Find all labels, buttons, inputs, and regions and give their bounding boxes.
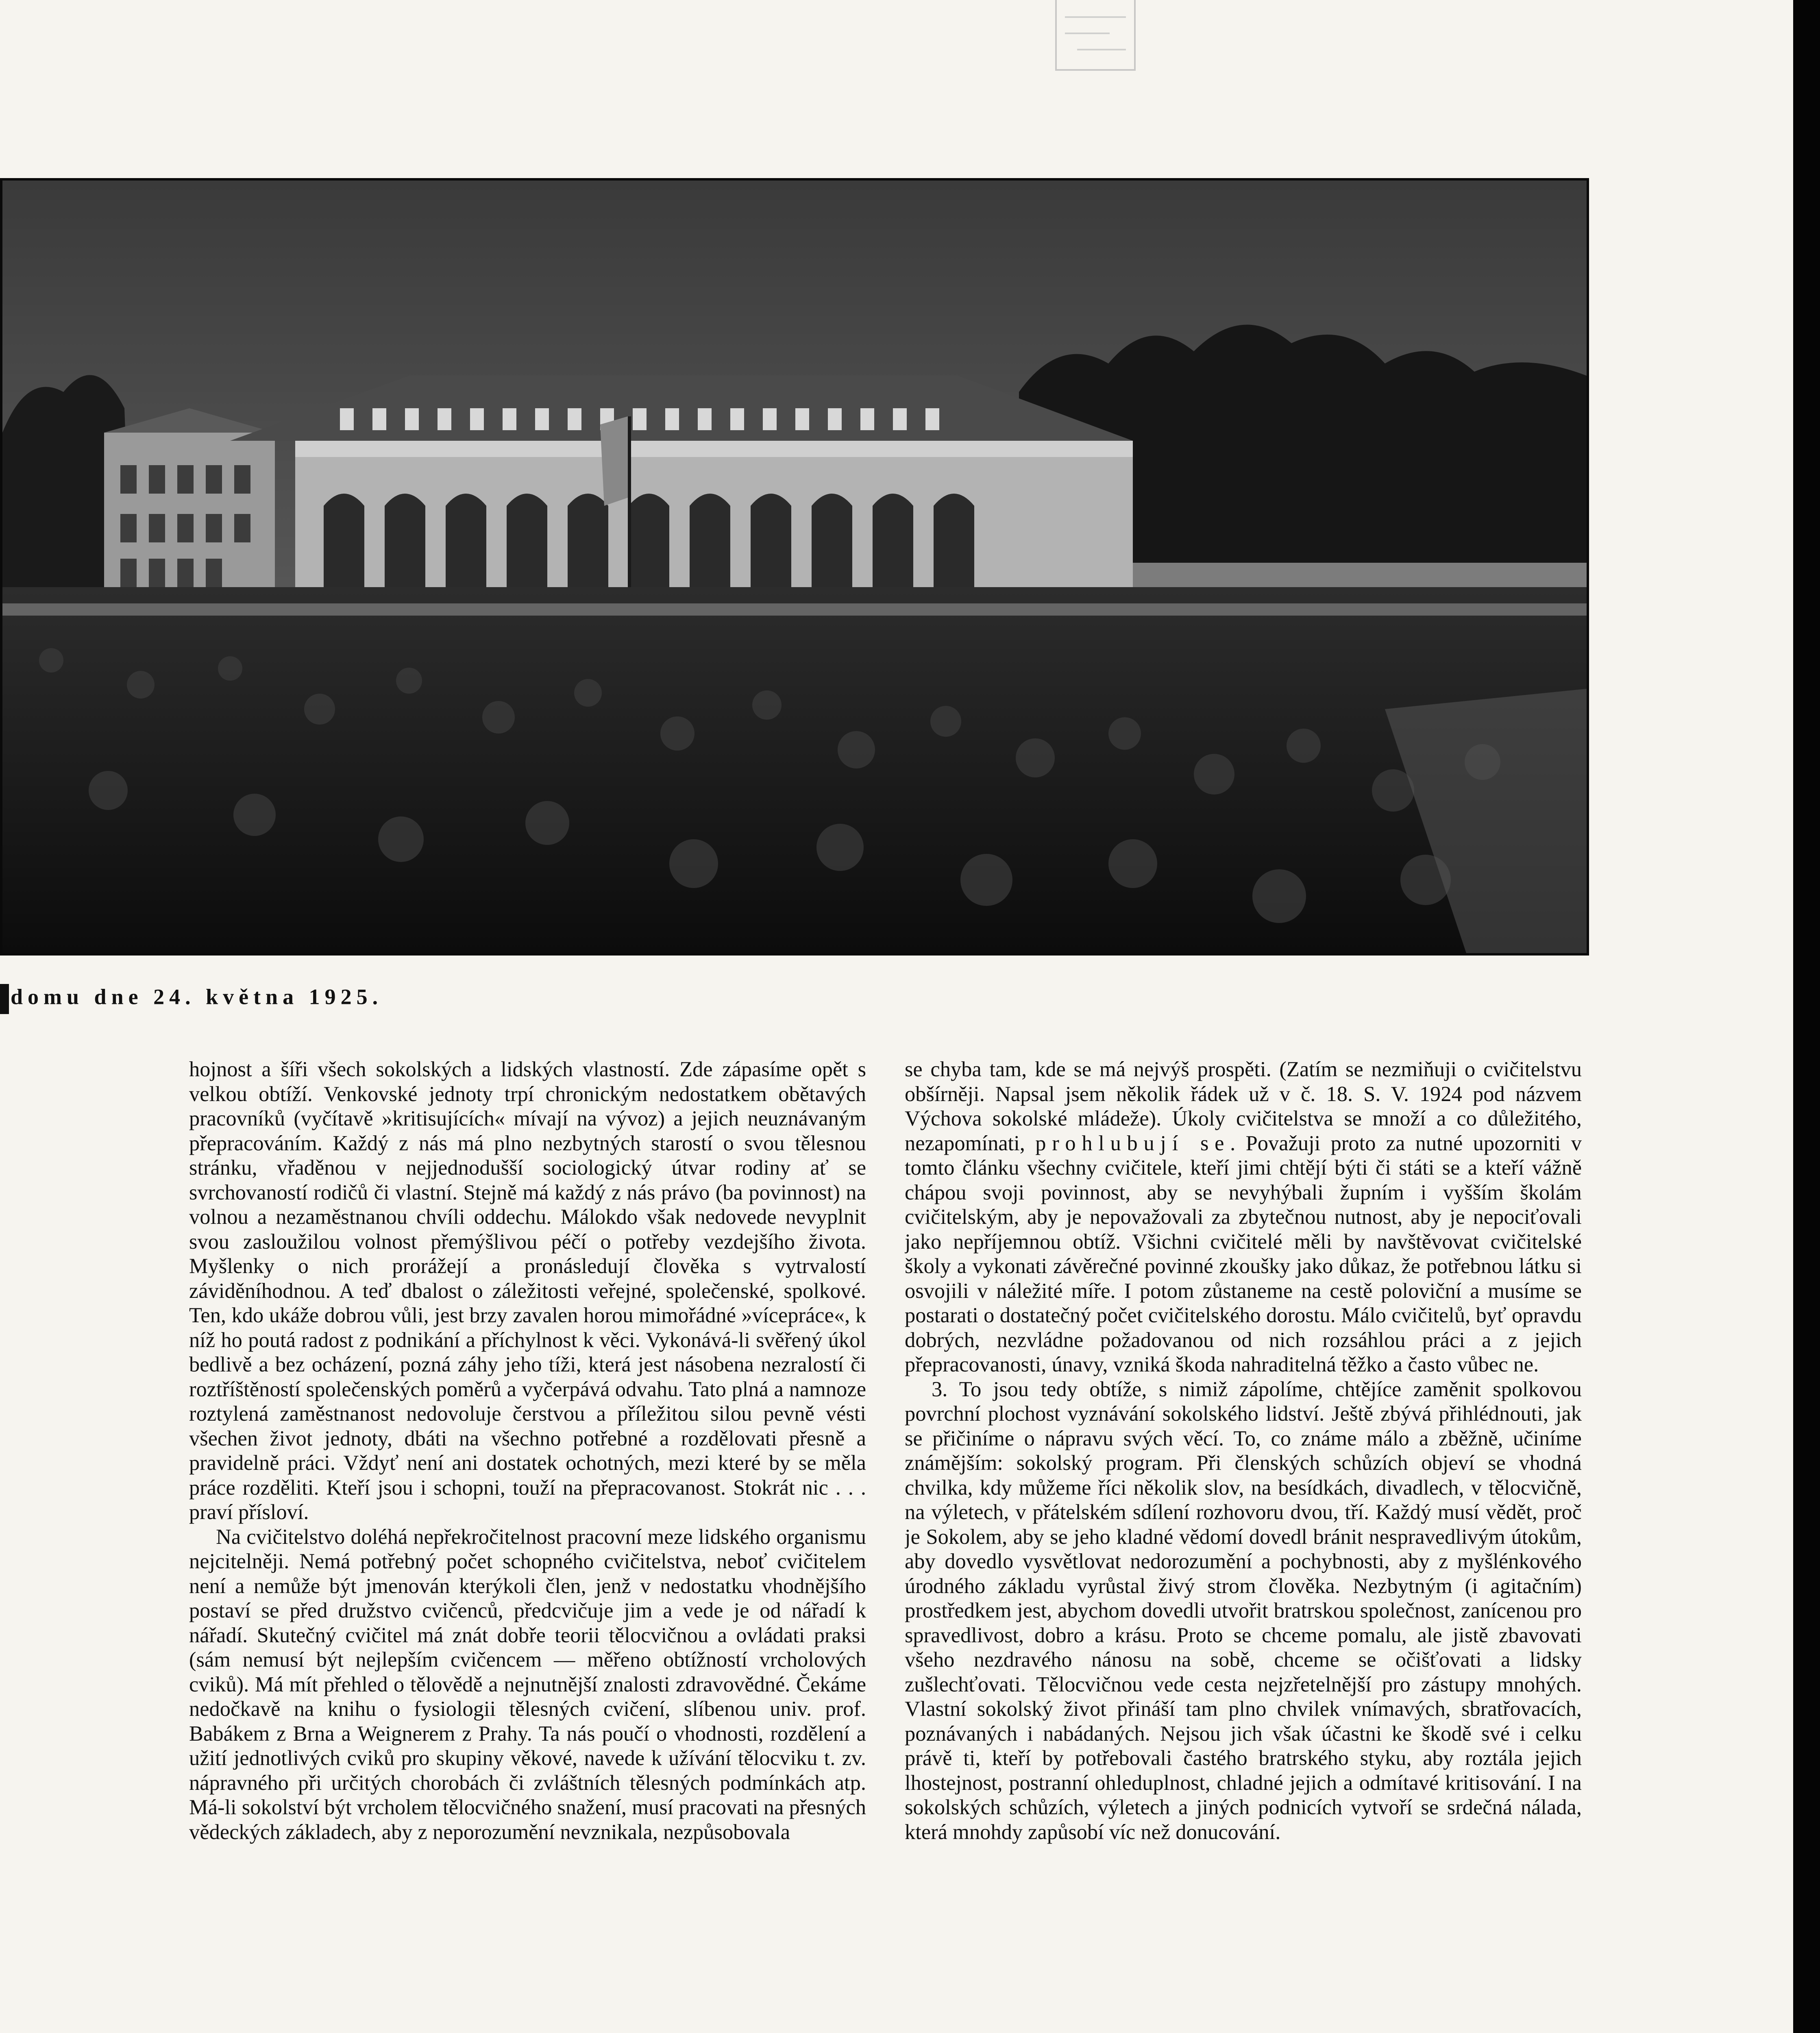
left-paragraph-2: Na cvičitelstvo doléhá nepřekročitelnost pracovní meze lidského organismu nejcitelněji. Nemá potřebný počet schopného cvičitelstva, neboť cvičitelem není a nemůže být jmenován kterýkoli člen, jenž v nedostatku vhodnějšího postaví se před družstvo cvičenců, předcvičuje jim a vede je od nářadí k nářadí. Skutečný cvičitel má znát dobře teorii tělocvičnou a ovládati praksi (sám nemusí být nejlepším cvičencem — měřeno obtížností vrcholových cviků). Má mít přehled o tělovědě a nejnutnější znalosti zdravovědné. Čekáme nedočkavě na knihu o fysiologii tělesných cvičení, slíbenou univ. prof. Babákem z Brna a Weignerem z Prahy. Ta nás poučí o vhodnosti, rozdělení a užití jednotlivých cviků pro skupiny věkové, navede k užívání tělocviku t. zv. nápravného při určitých chorobách či zvláštních tělesných podmínkách atp. Má-li sokolství být vrcholem tělocvičného snažení, musí pracovati na přesných vědeckých základech, aby z neporozumění nevznikala, nezpůsobovala xyxy=(189,1525,866,1844)
caption-edge-mark xyxy=(0,984,9,1014)
crowd-photograph xyxy=(0,178,1589,956)
right-text-column xyxy=(905,1057,1582,2025)
right-paragraph-1 xyxy=(905,1057,1582,1377)
photo-caption xyxy=(0,984,383,1021)
spaced-emphasis: prohlubují se xyxy=(1035,1131,1230,1155)
right-paragraph-1-start: se chyba tam, kde se má nejvýš prospěti. (Zatím se nezmiňuji o cvičitelstvu obšírněji. Napsal jsem několik řádek už v č. 18. S. V. 1924 pod názvem Výchova sokolské mládeže). Úkoly cvičitelstva se množí a co důležitého, nezapomínati, xyxy=(905,1058,1582,1155)
scan-edge xyxy=(1793,0,1820,2033)
photo-illustration xyxy=(2,181,1587,953)
right-paragraph-2: 3. To jsou tedy obtíže, s nimiž zápolíme, chtějíce zaměnit spolkovou povrchní plochost vyznávání sokolského lidství. Ještě zbývá přihlédnouti, jak se přičiníme o nápravu svých věcí. To, co známe málo a zběžně, učiníme známějším: sokolský program. Při členských schůzích objeví se vhodná chvilka, kdy můžeme říci několik slov, na besídkách, divadlech, v tělocvičně, na výletech, v přátelském sdílení rozhovoru dvou, tří. Každý musí vědět, proč je Sokolem, aby se jeho kladné vědomí dovedl bránit nespravedlivým útokům, aby dovedlo vysvětlovat nedorozumění a pochybnosti, aby z myšlénkového úrodného základu vyrůstal živý strom člověka. Nezbytným (i agitačním) prostředkem jest, abychom dovedli utvořit bratrskou společnost, zanícenou pro spravedlivost, dobro a krásu. Proto se chceme pomalu, ale jistě zbavovati všeho nezdravého nánosu na sobě, chceme se očišťovati a lidsky zušlechťovati. Tělocvičnou vede cesta nejzřetelnější pro zástupy mnohých. Vlastní sokolský život přináší tam plno chvilek vnímavých, sbratřovacích, poznávaných i nabádaných. Nejsou jich však účastni ke škodě své i celku právě ti, kteří by potřebovali častého bratrského styku, aby roztála jejich lhostejnost, postranní ohleduplnost, chladné jejich a odmítavé kritisování. I na sokolských schůzích, výletech a jiných podnicích vytvoří se srdečná nálada, která mnohdy zapůsobí víc než donucování. xyxy=(905,1377,1582,1844)
right-paragraph-1-end: . Považuji proto za nutné upozorniti v tomto článku všechny cvičitele, kteří jimi chtějí býti či státi se a kteří vážně chápou svoji povinnost, aby se nevyhýbali župním i vyšším školám cvičitelským, aby je nepovažovali za zbytečnou nutnost, aby je nepociťovali jako nepříjemnou obtíž. Všichni cvičitelé měli by navštěvovat cvičitelské školy a vykonati závěrečné povinné zkoušky jako důkaz, že potřebnou látku si osvojili v náležité míře. I potom zůstaneme na cestě poloviční a musíme se postarati o dostatečný počet cvičitelského dorostu. Málo cvičitelů, byť opravdu dobrých, nezvládne požadovanou od nich rozsáhlou práci a z jejich přepracovanosti, únavy, vzniká škoda nahraditelná těžko a často vůbec ne. xyxy=(905,1131,1582,1376)
left-paragraph-1: hojnost a šíři všech sokolských a lidských vlastností. Zde zápasíme opět s velkou obtíží. Venkovské jednoty trpí chronickým nedostatkem obětavých pracovníků (vyčítavě »kritisujících« mívají na vývoz) a jejich neuznávaným přepracováním. Každý z nás má plno nezbytných starostí o svou tělesnou stránku, vřaděnou v nejjednodušší sociologický útvar rodiny ať se svrchovaností rodičů či vlastní. Stejně má každý z nás právo (ba povinnost) na volnou a nezaměstnanou chvíli oddechu. Málokdo však nedovede nevyplnit svou zasloužilou volnost přemýšlivou péčí o potřeby vezdejšího života. Myšlenky o nich prorážejí a pronásledují člověka s vytrvalostí záviděníhodnou. A teď dbalost o záležitosti veřejné, společenské, spolkové. Ten, kdo ukáže dobrou vůli, jest brzy zavalen horou mimořádné »vícepráce«, k níž ho poutá radost z podnikání a příchylnost k věci. Vykonává-li svěřený úkol bedlivě a bez ocházení, pozná záhy jeho tíži, která jest násobena nezralostí či roztříštěností společenských poměrů a vyčerpává odvahu. Tato plná a namnoze roztylená zaměstnanost nedovoluje čerstvou a příležitou silou pevně vésti všechen život jednoty, dbáti na všechno potřebné a rozdělovati přesně a pravidelně práci. Vždyť není ani dostatek ochotných, mezi které by se měla práce rozděliti. Kteří jsou i schopni, touží na přepracovanost. Stokrát nic . . . praví přísloví. xyxy=(189,1058,866,1524)
library-stamp xyxy=(1055,0,1136,71)
caption-text: domu dne 24. května 1925. xyxy=(11,984,383,1009)
left-text-column xyxy=(189,1057,866,2025)
